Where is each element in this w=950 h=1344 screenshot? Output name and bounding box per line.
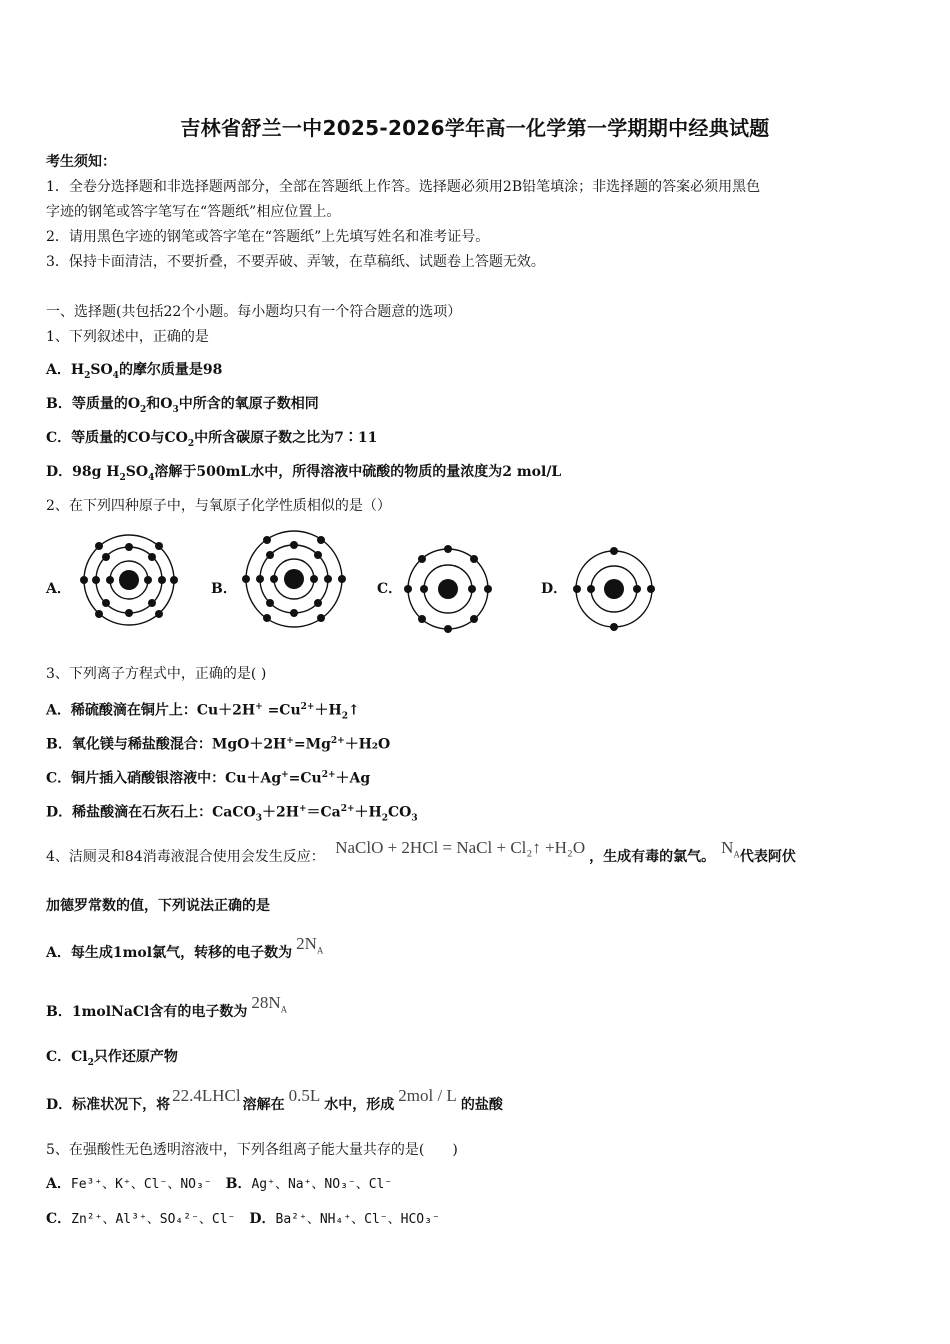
q4-equation: NaClO + 2HCl = NaCl + Cl₂↑ +H₂O — [335, 838, 586, 857]
atom-diagram-c — [404, 545, 492, 633]
page-title: 吉林省舒兰一中2025-2026学年高一化学第一学期期中经典试题 — [180, 116, 770, 140]
q2-label-c: C． — [377, 581, 403, 597]
q5-options-cd: C．Zn²⁺、Al³⁺、SO₄²⁻、Cl⁻ D．Ba²⁺、NH₄⁺、Cl⁻、HCO₃⁻ — [46, 1211, 440, 1227]
q5-options-ab: A．Fe³⁺、K⁺、Cl⁻、NO₃⁻ B．Ag⁺、Na⁺、NO₃⁻、Cl⁻ — [46, 1176, 393, 1192]
q5-stem: 5、在强酸性无色透明溶液中，下列各组离子能大量共存的是( ) — [46, 1142, 458, 1158]
q4-stem-line-2: 加德罗常数的值，下列说法正确的是 — [46, 898, 270, 914]
section-heading: 一、选择题(共包括22个小题。每小题均只有一个符合题意的选项） — [46, 304, 462, 320]
q3-stem: 3、下列离子方程式中，正确的是( ) — [46, 666, 267, 682]
q2-label-a: A． — [46, 581, 71, 597]
atom-diagram-d — [570, 547, 658, 635]
avogadro-symbol: $N_A$ — [721, 838, 740, 860]
atom-diagram-b — [240, 530, 350, 630]
q1-option-c: C．等质量的CO与$CO_2$中所含碳原子数之比为7∶11 — [46, 430, 378, 449]
q3-option-d: D．稀盐酸滴在石灰石上：$CaCO_3+2H^+=Ca^{2+}+H_2CO_3$ — [46, 804, 418, 824]
atom-diagram-a — [76, 534, 184, 628]
q4-option-a: A．每生成1mol氯气，转移的电子数为 $2N_A$ — [46, 934, 324, 961]
notice-heading: 考生须知： — [46, 154, 116, 170]
q2-stem: 2、在下列四种原子中，与氧原子化学性质相似的是（） — [46, 498, 391, 514]
q4-stem: 4、洁厕灵和84消毒液混合使用会发生反应： NaClO + 2HCl = NaCl + Cl₂↑ +H₂O ，生成有毒的氯气。 $N_A$代表阿伏 — [46, 838, 796, 865]
q3-option-a: A．稀硫酸滴在铜片上：$Cu+2H^+ =Cu^{2+}+H_2↑$ — [46, 702, 360, 722]
q3-option-b: B．氧化镁与稀盐酸混合：$MgO+2H^+=Mg^{2+}+H_2O$ — [46, 736, 391, 753]
q3-option-c: C．铜片插入硝酸银溶液中：$Cu+Ag^+=Cu^{2+}+Ag$ — [46, 770, 371, 787]
notice-item-2: 2．请用黑色字迹的钢笔或答字笔在“答题纸”上先填写姓名和准考证号。 — [46, 229, 490, 245]
q4-option-c: C．$Cl_2$只作还原产物 — [46, 1049, 178, 1068]
q1-option-a: A．$H_2SO_4$的摩尔质量是98 — [46, 362, 223, 381]
notice-item-1-line-1: 1．全卷分选择题和非选择题两部分，全部在答题纸上作答。选择题必须用2B铅笔填涂；非选择题的答案必须用黑色 — [46, 179, 761, 195]
q1-option-d: D．98g $H_2SO_4$溶解于500mL水中，所得溶液中硫酸的物质的量浓度为2 mol/L — [46, 464, 562, 483]
notice-item-3: 3．保持卡面清洁，不要折叠，不要弄破、弄皱，在草稿纸、试题卷上答题无效。 — [46, 254, 545, 270]
notice-item-1-line-2: 字迹的钢笔或答字笔写在“答题纸”相应位置上。 — [46, 204, 341, 220]
q1-option-b: B．等质量的$O_2$和$O_3$中所含的氧原子数相同 — [46, 396, 319, 415]
q1-stem: 1、下列叙述中，正确的是 — [46, 329, 209, 345]
q4-option-d: D．标准状况下，将 22.4LHCl 溶解在 0.5L 水中，形成 2mol / L 的盐酸 — [46, 1086, 503, 1113]
q2-label-d: D． — [541, 581, 568, 597]
q4-option-b: B．1molNaCl含有的电子数为 $28N_A$ — [46, 993, 288, 1020]
q2-label-b: B． — [211, 581, 237, 597]
